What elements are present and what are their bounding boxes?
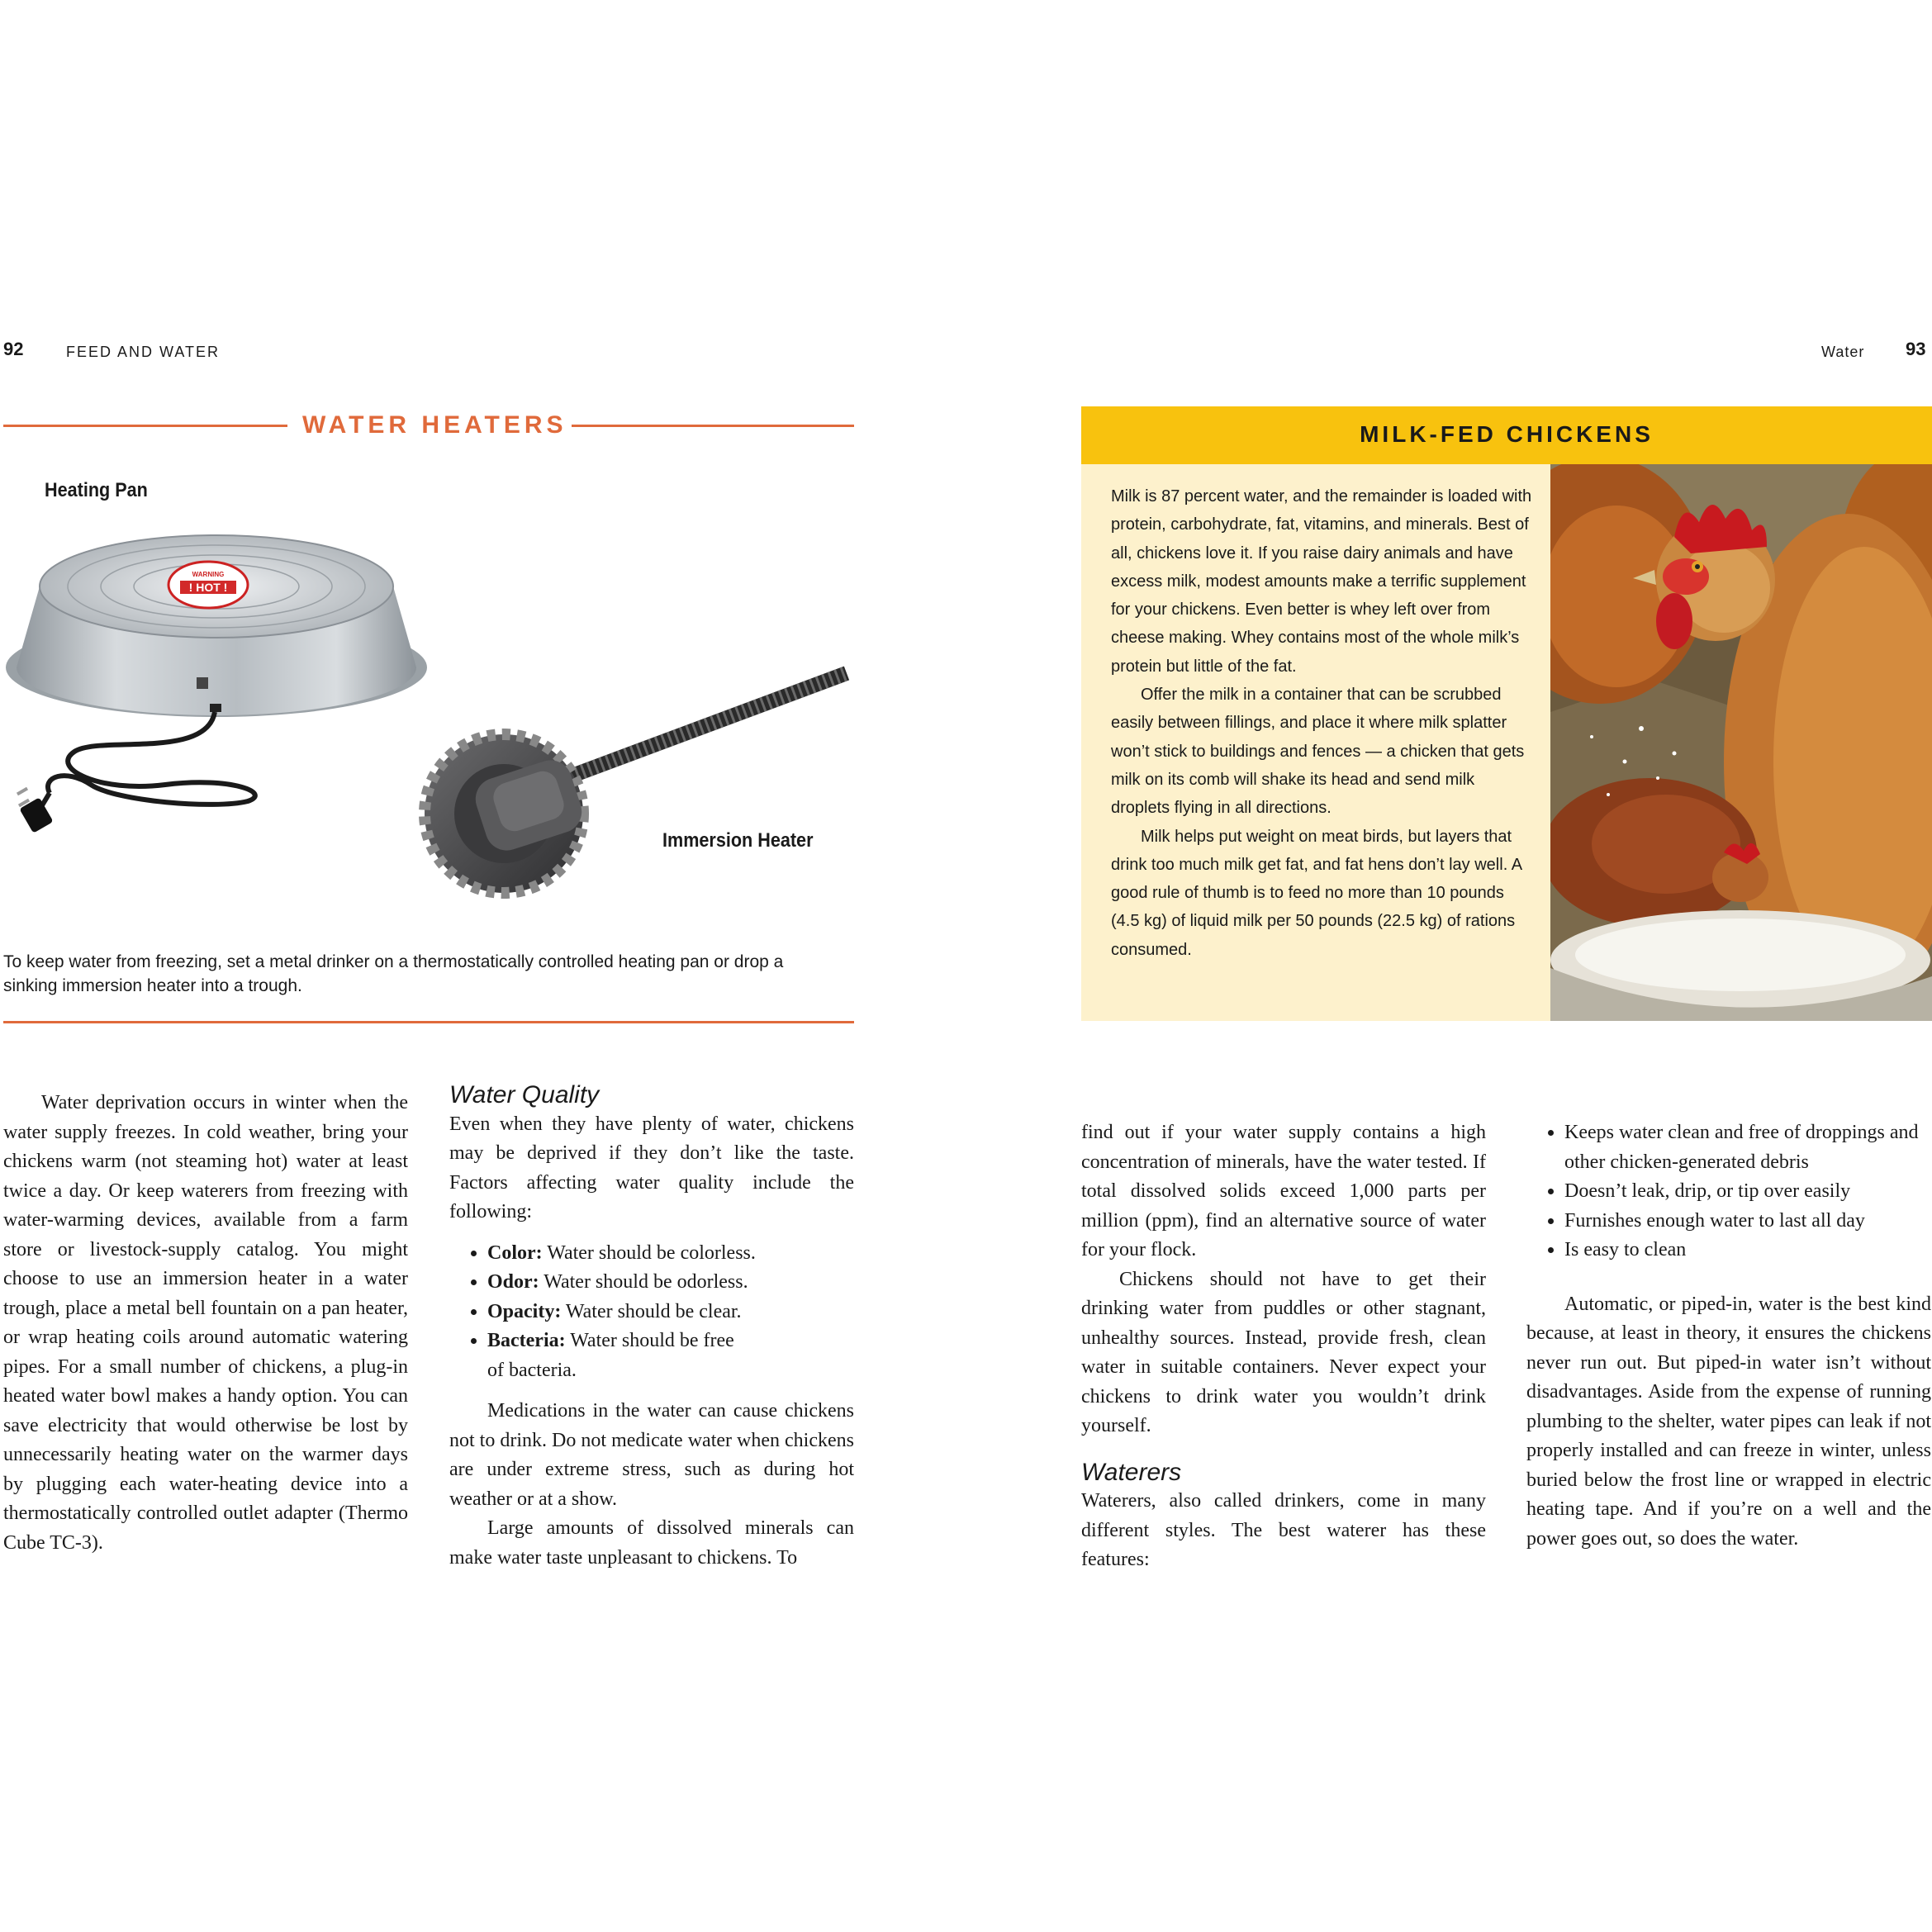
water-quality-list xyxy=(449,1239,854,1386)
sidebar-bottom-rule xyxy=(3,1021,854,1023)
list-item xyxy=(487,1298,854,1327)
waterer-features-list xyxy=(1526,1118,1931,1265)
list-item-text: Water should be clear. xyxy=(561,1300,742,1322)
list-item-term: Bacteria: xyxy=(487,1330,566,1351)
body-column-1 xyxy=(3,1089,408,1558)
list-item: • Doesn’t leak, drip, or tip over easily xyxy=(1564,1177,1931,1207)
page-number-left: 92 xyxy=(3,339,24,359)
paragraph-waterers-intro: Waterers, also called drinkers, come in many different styles. The best waterer has these features: xyxy=(1081,1490,1486,1570)
list-item-text: Water should be odorless. xyxy=(539,1271,748,1293)
paragraph-dissolved-minerals: Large amounts of dissolved minerals can make water taste unpleasant to chickens. To xyxy=(449,1517,854,1569)
list-item-term: Opacity: xyxy=(487,1300,562,1322)
sidebar-caption: To keep water from freezing, set a metal drinker on a thermostatically controlled heating pan or drop a sinking immersion heater into a trough. xyxy=(3,952,784,995)
chickens-drinking-milk-photo xyxy=(1550,464,1932,1021)
milk-sidebar-text xyxy=(1111,482,1534,964)
list-item xyxy=(487,1327,854,1385)
paragraph-medications: Medications in the water can cause chickens not to drink. Do not medicate water when chickens are under extreme stress, such as during hot weather or at a show. xyxy=(449,1400,854,1510)
milk-sidebar-header xyxy=(1081,406,1932,464)
immersion-heater-label: Immersion Heater xyxy=(662,829,814,852)
sidebar-rule-left xyxy=(3,425,287,427)
body-column-3 xyxy=(1081,1118,1486,1575)
list-item: • Is easy to clean xyxy=(1564,1236,1931,1265)
paragraph-minerals-testing: find out if your water supply contains a high concentration of minerals, have the water tested. If total dissolved solids exceed 1,000 parts per million (ppm), find an alternative source of water for your flock. xyxy=(1081,1122,1486,1260)
sidebar-rule-right xyxy=(572,425,854,427)
list-item-text: Water should be colorless. xyxy=(542,1241,756,1264)
heater-illustration xyxy=(0,529,859,925)
paragraph-water-quality-intro: Even when they have plenty of water, chickens may be deprived if they don’t like the taste. Factors affecting water quality include the following: xyxy=(449,1113,854,1222)
paragraph-automatic-water: Automatic, or piped-in, water is the best kind because, at least in theory, it ensures the chickens never run out. But piped-in water isn’t without disadvantages. Aside from the expense of running plumbing to the shelter, water pipes can leak if not properly installed and can freeze in winter, unless buried below the frost line or wrapped in electric heating tape. And if you’re on a well and the power goes out, so does the water. xyxy=(1526,1293,1931,1550)
sidebar-title-water-heaters: WATER HEATERS xyxy=(302,411,567,439)
hot-warning-sticker xyxy=(169,562,248,608)
list-item: • Furnishes enough water to last all day xyxy=(1564,1207,1931,1237)
milk-paragraph-3: Milk helps put weight on meat birds, but layers that drink too much milk get fat, and fat hens don’t lay well. A good rule of thumb is to feed no more than 10 pounds (4.5 kg) of liquid milk per 50 pounds (22.5 kg) of rations consumed. xyxy=(1111,827,1521,959)
body-column-4 xyxy=(1526,1118,1931,1554)
body-column-2 xyxy=(449,1080,854,1573)
heating-pan-label: Heating Pan xyxy=(45,479,148,501)
milk-sidebar-title: MILK-FED CHICKENS xyxy=(1360,421,1654,447)
list-item-continuation: of bacteria. xyxy=(487,1359,577,1381)
list-item xyxy=(487,1268,854,1298)
milk-sidebar-body xyxy=(1081,464,1550,1021)
list-item-term: Odor: xyxy=(487,1271,539,1293)
list-item-text: Water should be free xyxy=(565,1330,734,1351)
list-item xyxy=(487,1239,854,1269)
milk-paragraph-2: Offer the milk in a container that can be scrubbed easily between fillings, and place it where milk splatter won’t stick to buildings and fences — a chicken that gets milk on its comb will shake its head and send milk droplets flying in all directions. xyxy=(1111,686,1525,818)
heading-water-quality: Water Quality xyxy=(449,1081,600,1108)
page-number-right: 93 xyxy=(1906,339,1926,359)
heading-waterers: Waterers xyxy=(1081,1458,1182,1486)
list-item: • Keeps water clean and free of droppings and other chicken-generated debris xyxy=(1564,1118,1931,1177)
immersion-heater-image xyxy=(425,673,847,893)
sticker-warning-text: WARNING xyxy=(192,571,225,578)
milk-paragraph-1: Milk is 87 percent water, and the remainder is loaded with protein, carbohydrate, fat, vitamins, and minerals. Best of all, chickens love it. If you raise dairy animals and have excess milk, modest amounts make a terrific supplement for your chickens. Even better is whey left over from cheese making. Whey contains most of the whole milk’s protein but little of the fat. xyxy=(1111,487,1532,676)
running-head-left: FEED AND WATER xyxy=(66,344,221,360)
paragraph-water-deprivation: Water deprivation occurs in winter when the water supply freezes. In cold weather, bring your chickens warm (not steaming hot) water at least twice a day. Or keep waterers from freezing with water-warming devices, available from a farm store or livestock-supply catalog. You might choose to use an immersion heater in a water trough, place a metal bell fountain on a pan heater, or wrap heating coils around automatic watering pipes. For a small number of chickens, a plug-in heated water bowl makes a handy option. You can save electricity that would otherwise be lost by unnecessarily heating water on the warmer days by plugging each water-heating device into a thermostatically controlled outlet adapter (Thermo Cube TC-3). xyxy=(3,1092,408,1554)
paragraph-clean-sources: Chickens should not have to get their drinking water from puddles or other stagnant, unhealthy sources. Instead, provide fresh, clean water in suitable containers. Never expect your chickens to drink water you wouldn’t drink yourself. xyxy=(1081,1268,1486,1436)
sticker-hot-text: ! HOT ! xyxy=(188,581,228,594)
list-item-term: Color: xyxy=(487,1241,543,1264)
running-head-right: Water xyxy=(1821,344,1865,360)
heating-pan-image xyxy=(6,535,427,833)
